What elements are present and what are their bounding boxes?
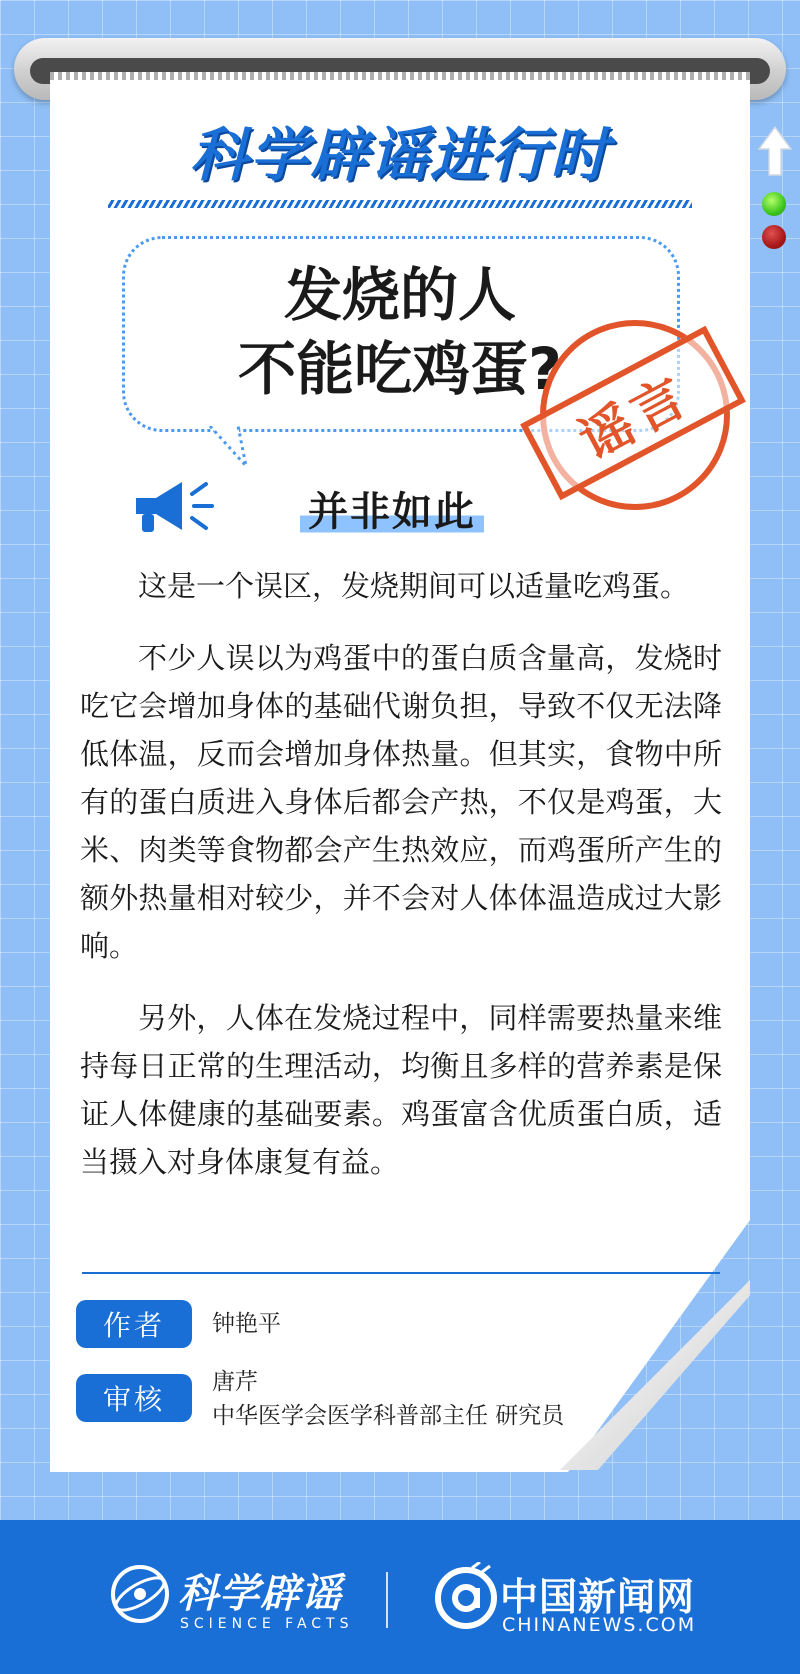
reviewer-title: 中华医学会医学科普部主任 研究员 [212,1403,565,1429]
footer-site-name: 中国新闻网 [500,1575,696,1619]
reviewer-label: 审核 [76,1374,192,1422]
green-light-icon [762,192,786,216]
at-sign-icon [432,1562,500,1630]
footer-brand-en: SCIENCE FACTS [180,1616,354,1632]
rumor-question-line1: 发烧的人 [283,261,516,329]
science-facts-logo-icon [108,1562,172,1626]
title-underline [108,200,692,208]
footer-separator [386,1572,388,1628]
page-title: 科学辟谣进行时 [189,121,610,189]
rumor-question-line2: 不能吃鸡蛋? [238,335,562,403]
paper-perforation [50,72,750,80]
article-body [80,562,722,1210]
article-paragraph: 不少人误以为鸡蛋中的蛋白质含量高，发烧时吃它会增加身体的基础代谢负担，导致不仅无法降低体温，反而会增加身体热量。但其实，食物中所有的蛋白质进入身体后都会产热，不仅是鸡蛋，大米、肉类等食物都会产生热效应，而鸡蛋所产生的额外热量相对较少，并不会对人体体温造成过大影响。 [80,641,722,963]
article-paragraph: 这是一个误区，发烧期间可以适量吃鸡蛋。 [138,569,690,603]
credits-divider [82,1272,720,1274]
red-light-icon [762,225,786,249]
megaphone-icon [130,474,220,538]
speech-bubble-tail [208,426,248,466]
footer-brand: 科学辟谣 [178,1571,342,1617]
reviewer-name: 唐芹 [212,1369,258,1395]
rumor-stamp [540,320,730,510]
author-label: 作者 [76,1300,192,1348]
article-paragraph: 另外，人体在发烧过程中，同样需要热量来维持每日正常的生理活动，均衡且多样的营养素是保证人体健康的基础要素。鸡蛋富含优质蛋白质，适当摄入对身体康复有益。 [80,1001,722,1179]
footer-domain: CHINANEWS.COM [502,1614,697,1636]
author-name: 钟艳平 [212,1311,281,1337]
verdict-label: 并非如此 [300,480,484,537]
stamp-label: 谣言 [569,363,701,472]
